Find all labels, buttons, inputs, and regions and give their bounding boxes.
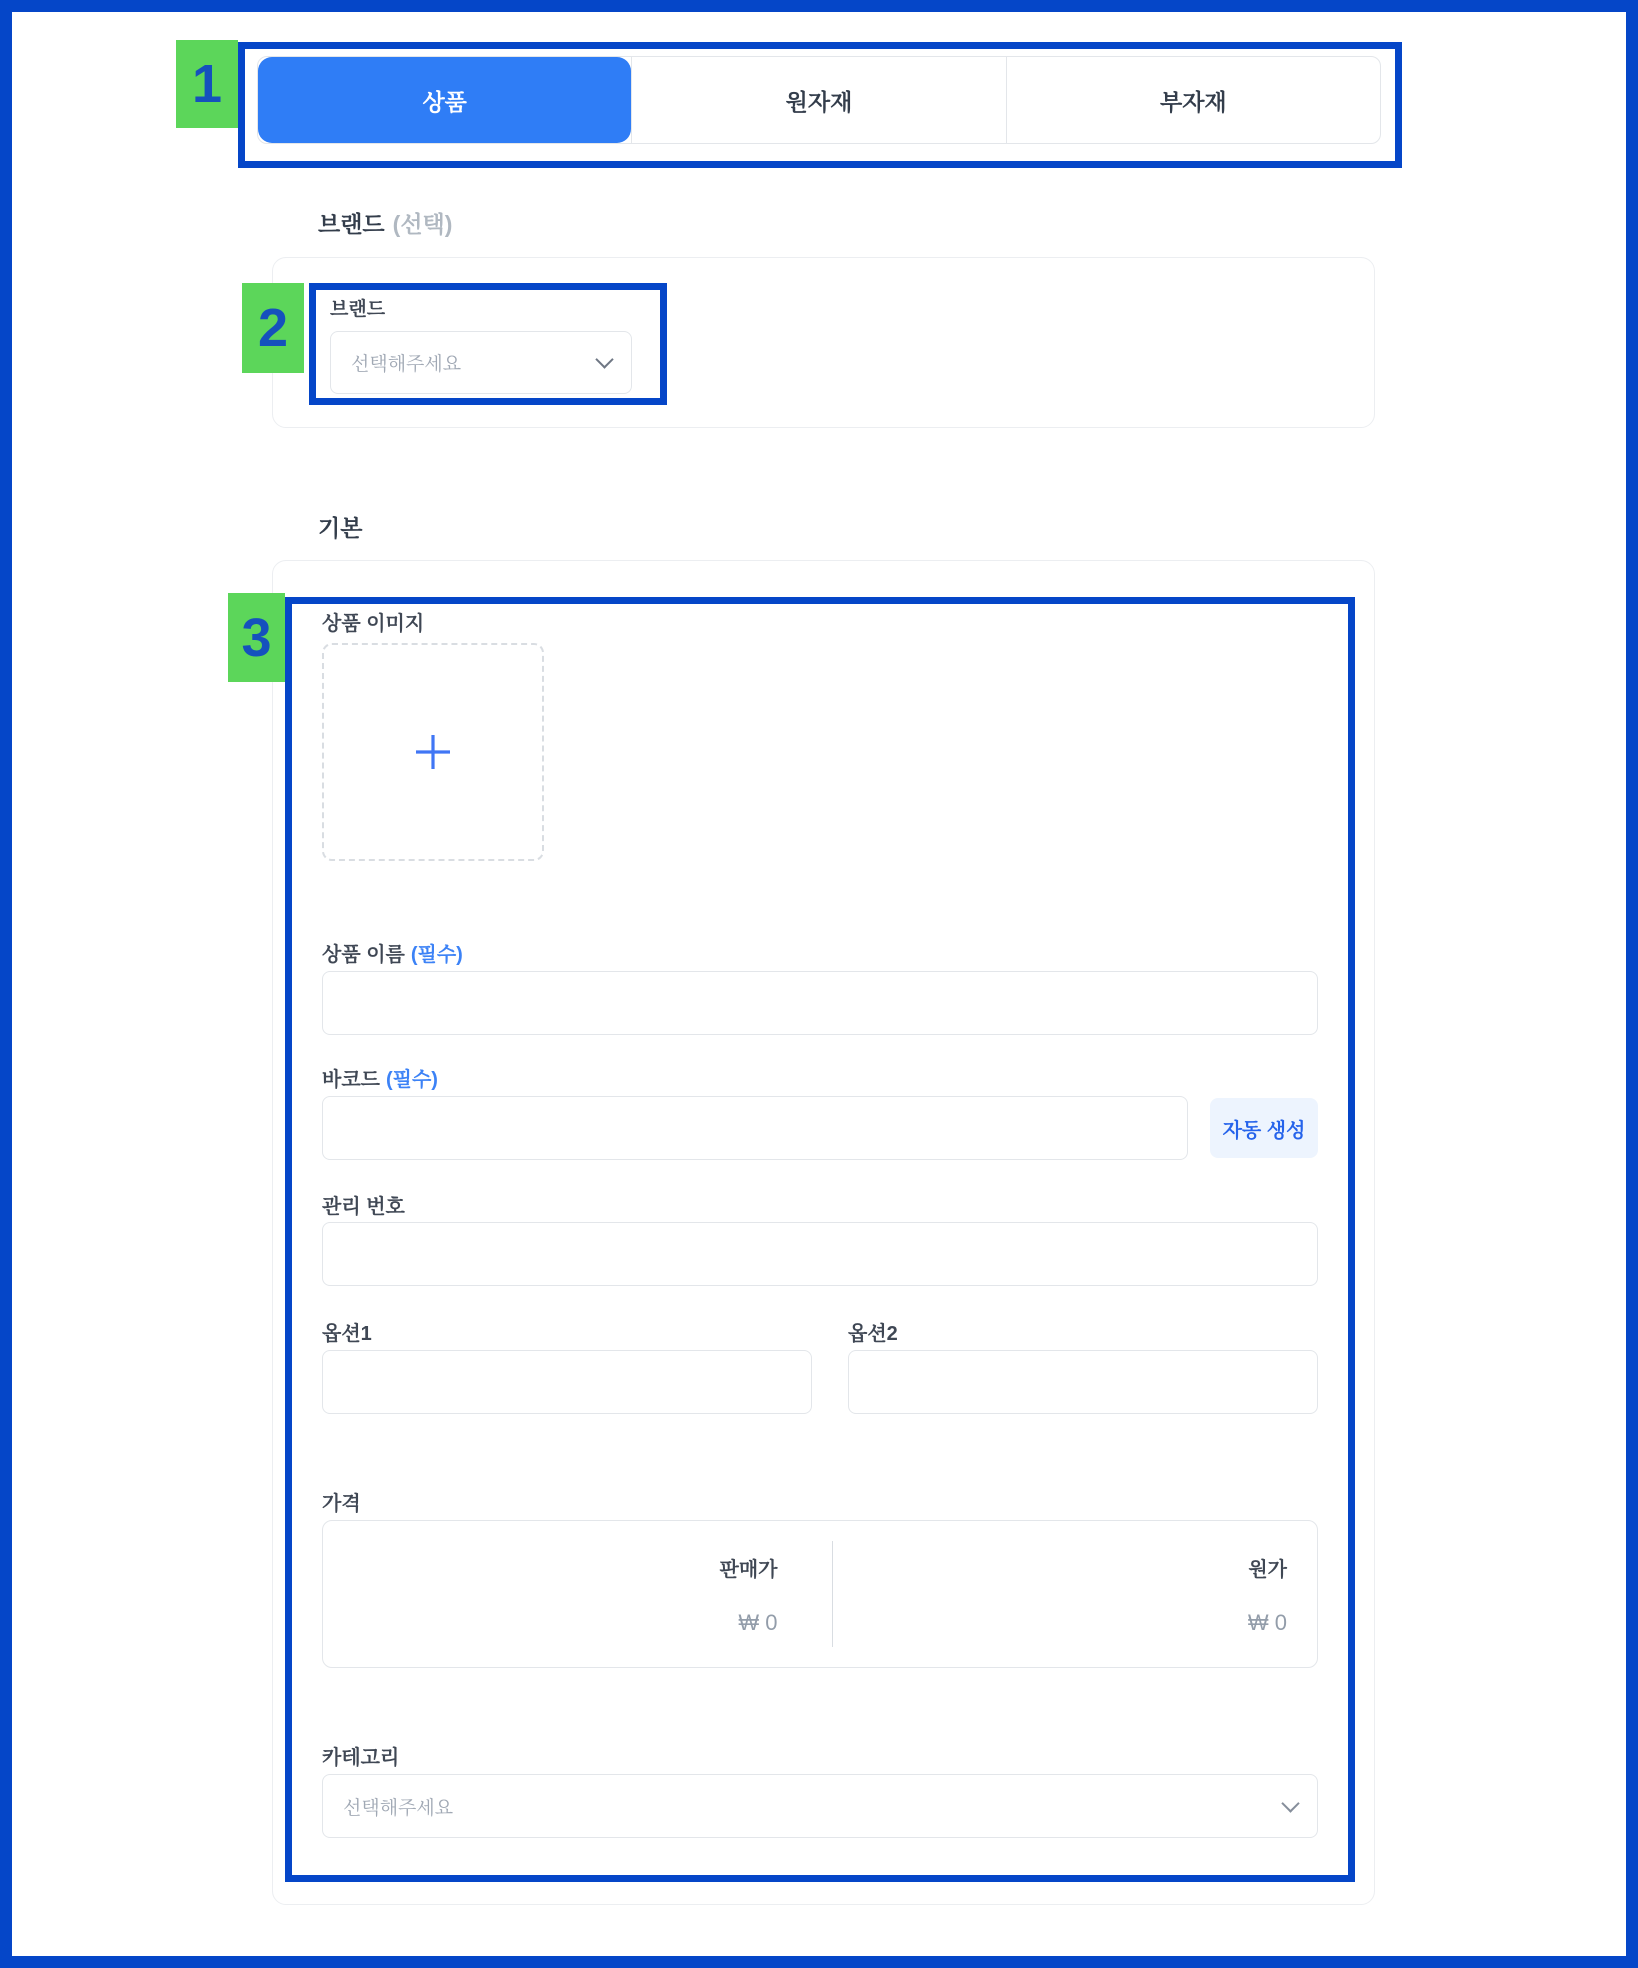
option1-input[interactable] <box>322 1350 812 1414</box>
category-dropdown[interactable] <box>322 1774 1318 1838</box>
price-card <box>322 1520 1318 1668</box>
option2-input[interactable] <box>848 1350 1318 1414</box>
price-sell-value: ₩ 0 <box>738 1609 778 1635</box>
chevron-down-icon <box>1281 1794 1299 1812</box>
tab-sub-material[interactable]: 부자재 <box>1006 57 1380 143</box>
product-image-label: 상품 이미지 <box>322 613 425 635</box>
brand-heading-optional: (선택) <box>392 211 453 237</box>
chevron-down-icon <box>595 350 613 368</box>
option1-label: 옵션1 <box>322 1323 372 1345</box>
price-sell-label: 판매가 <box>719 1558 778 1581</box>
product-name-label <box>322 938 463 967</box>
barcode-label <box>322 1063 438 1092</box>
price-cost-cell <box>833 1521 1318 1667</box>
price-sell-cell <box>323 1521 832 1667</box>
barcode-required: (필수) <box>385 1069 438 1091</box>
product-name-input[interactable] <box>322 971 1318 1035</box>
brand-dropdown-placeholder: 선택해주세요 <box>351 354 462 375</box>
barcode-label-text: 바코드 <box>322 1069 380 1091</box>
price-cost-label: 원가 <box>1248 1558 1287 1581</box>
image-upload-box[interactable] <box>322 643 544 861</box>
plus-icon <box>412 731 454 773</box>
category-dropdown-placeholder: 선택해주세요 <box>343 1797 454 1819</box>
brand-section-heading <box>318 206 452 239</box>
price-label: 가격 <box>322 1493 361 1515</box>
barcode-input[interactable] <box>322 1096 1188 1160</box>
mgmt-number-input[interactable] <box>322 1222 1318 1286</box>
brand-field-label: 브랜드 <box>330 299 386 320</box>
product-name-required: (필수) <box>410 944 463 966</box>
price-cost-value: ₩ 0 <box>1247 1609 1287 1635</box>
category-label: 카테고리 <box>322 1747 400 1769</box>
tab-raw-material[interactable]: 원자재 <box>631 57 1005 143</box>
basic-section-heading: 기본 <box>318 515 363 541</box>
mgmt-number-label: 관리 번호 <box>322 1196 405 1218</box>
annotation-badge-1: 1 <box>176 40 238 128</box>
auto-generate-button[interactable]: 자동 생성 <box>1210 1098 1318 1158</box>
brand-heading-title: 브랜드 <box>318 211 385 237</box>
brand-dropdown[interactable] <box>330 331 632 394</box>
option2-label: 옵션2 <box>848 1323 898 1345</box>
product-name-label-text: 상품 이름 <box>322 944 405 966</box>
annotation-badge-3: 3 <box>228 593 285 682</box>
annotation-badge-2: 2 <box>242 283 304 373</box>
tab-bar <box>257 56 1381 144</box>
tab-product[interactable]: 상품 <box>258 57 631 143</box>
